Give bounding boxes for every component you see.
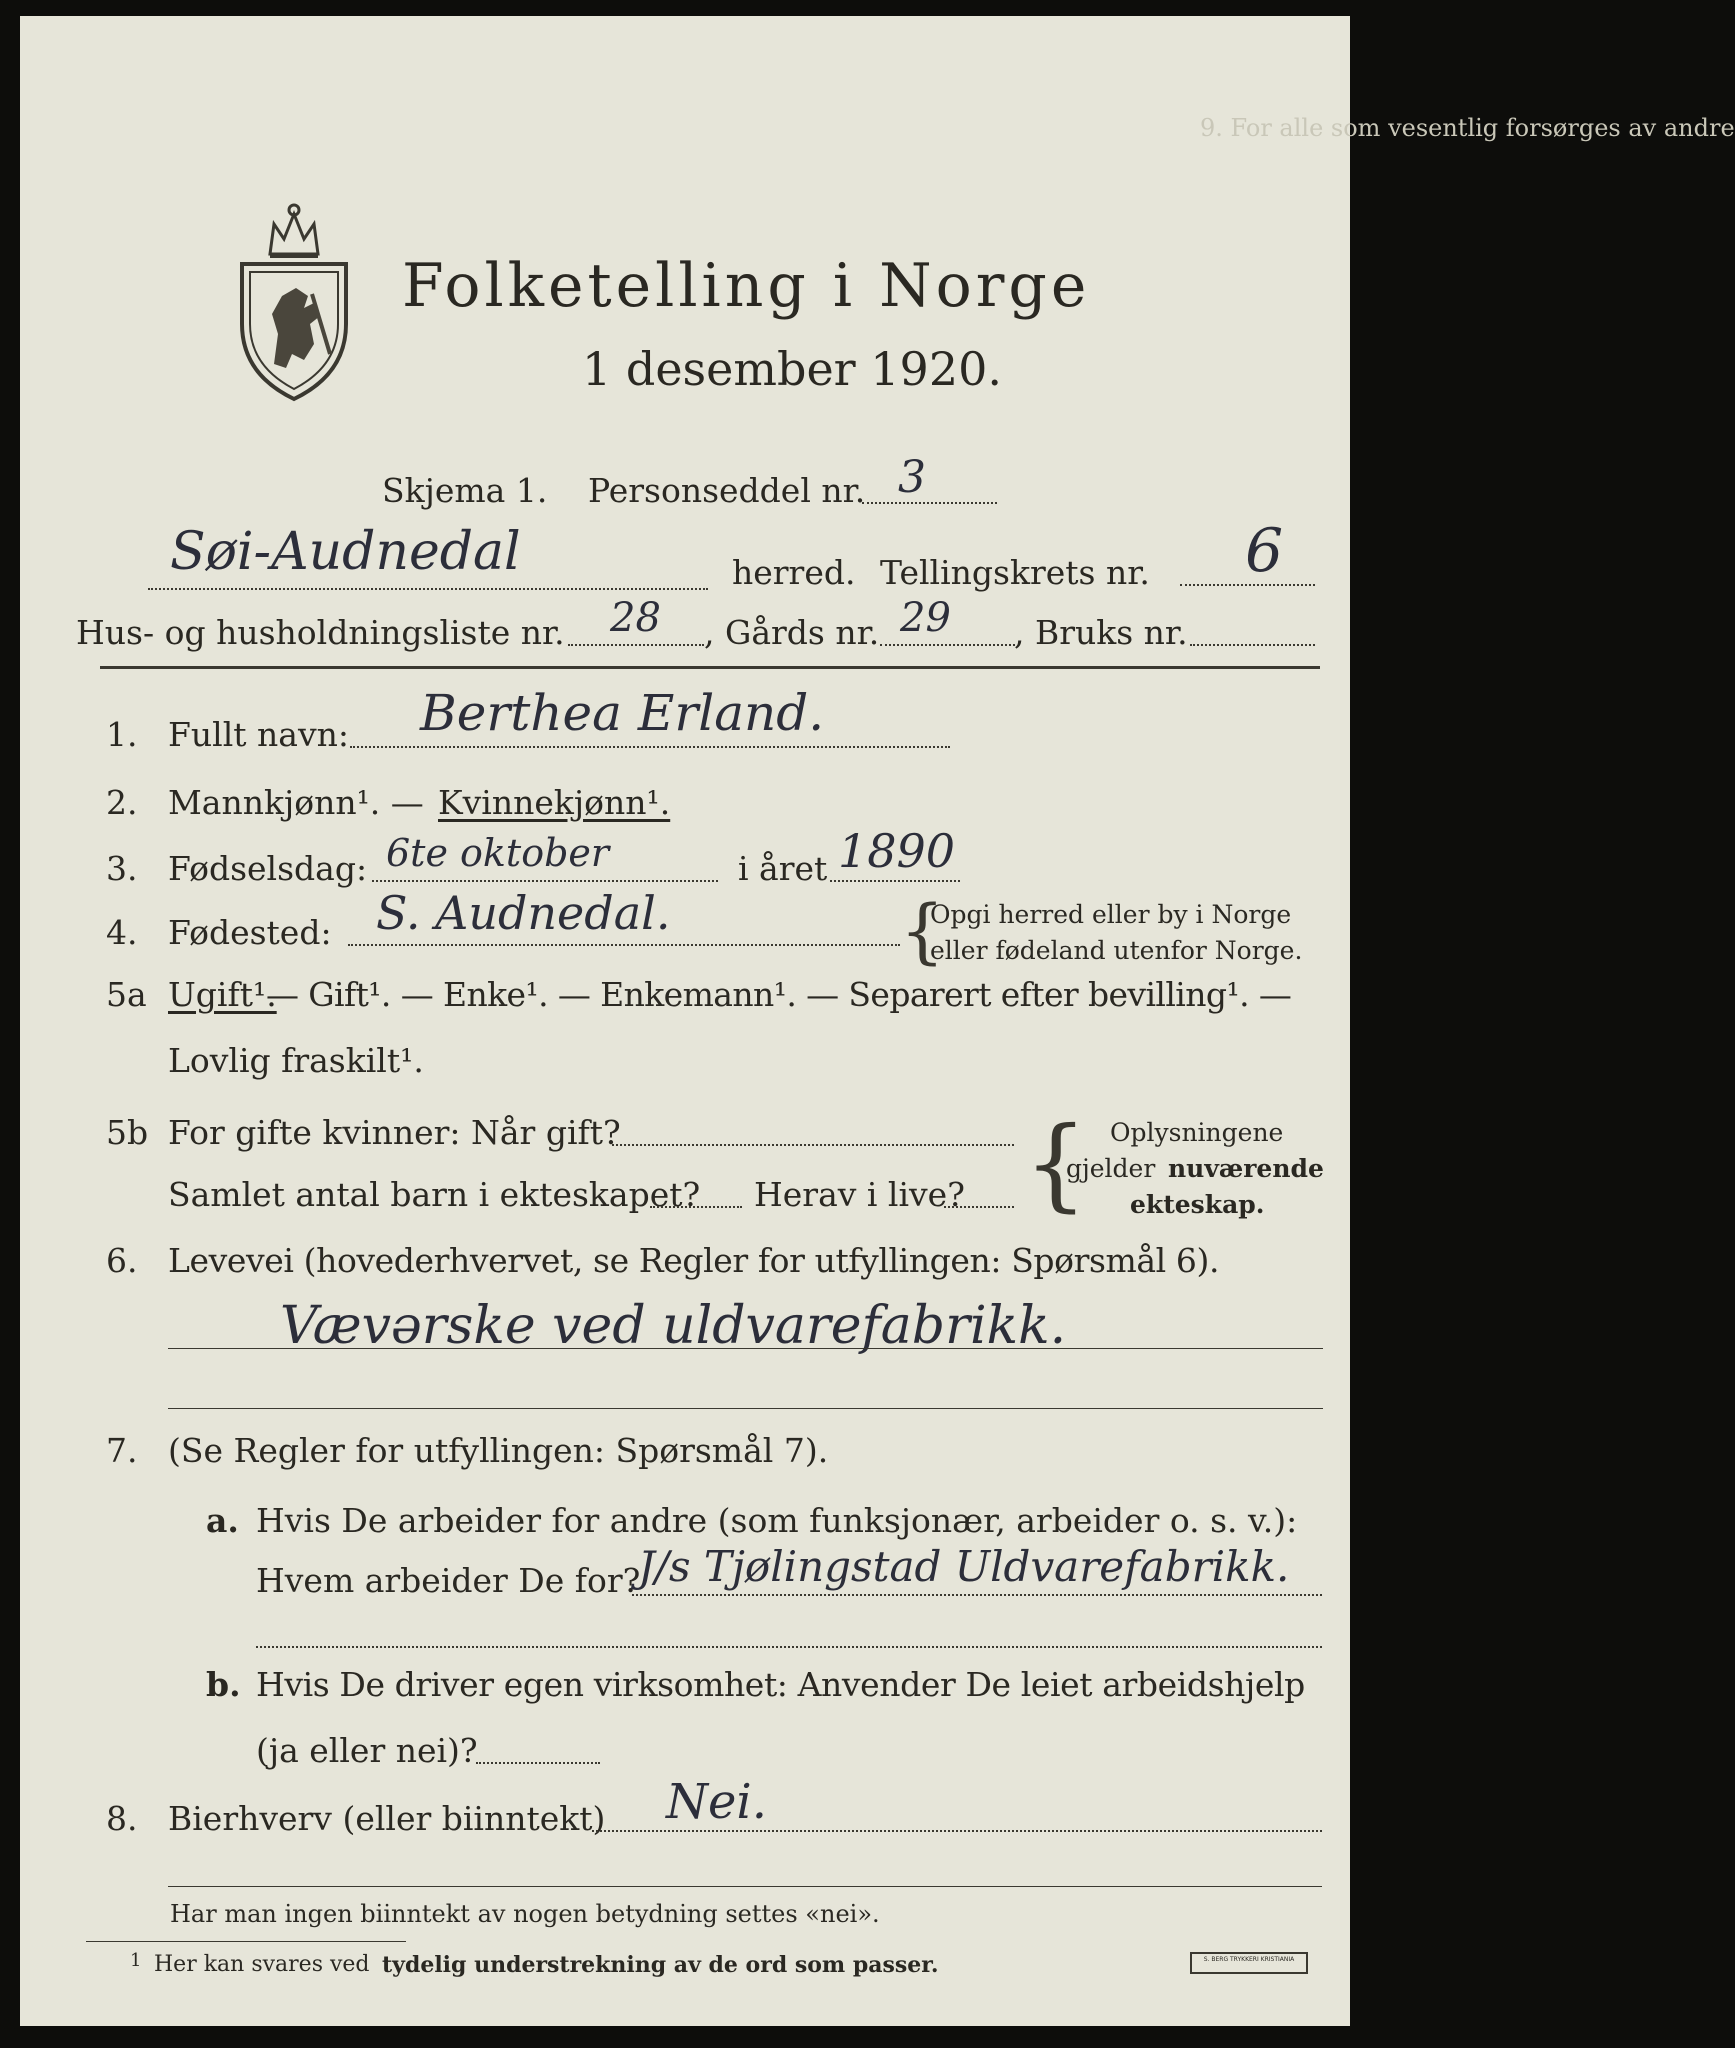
herred-label: herred.	[732, 553, 856, 592]
q3-year-line	[830, 880, 960, 882]
q6-value[interactable]: Vævərske ved uldvarefabrikk.	[280, 1296, 1067, 1356]
header-divider	[100, 666, 1320, 669]
q4-brace: {	[900, 890, 945, 972]
herred-value[interactable]: Søi-Audnedal	[170, 522, 521, 582]
q2-mann[interactable]: Mannkjønn¹. —	[168, 783, 424, 822]
q7a-line1: Hvis De arbeider for andre (som funksjonær, arbeider o. s. v.):	[256, 1501, 1298, 1540]
q7-label: (Se Regler for utfyllingen: Spørsmål 7).	[168, 1431, 829, 1470]
q6-line-2	[168, 1408, 1323, 1409]
form-title: Folketelling i Norge	[402, 251, 1091, 321]
q1-line	[350, 746, 950, 748]
gards-line	[880, 644, 1015, 646]
personseddel-value[interactable]: 3	[898, 452, 926, 503]
q7-number: 7.	[106, 1431, 138, 1470]
q5b-alive-label: Herav i live?	[754, 1175, 965, 1214]
q7b-line1: Hvis De driver egen virksomhet: Anvender De leiet arbeidshjelp	[256, 1665, 1305, 1704]
q7a-line-2	[256, 1646, 1322, 1648]
q5b-line1: For gifte kvinner: Når gift?	[168, 1113, 621, 1152]
gards-label: , Gårds nr.	[704, 613, 880, 652]
q8-label: Bierhverv (eller biinntekt)	[168, 1799, 606, 1838]
q7b-line	[476, 1762, 600, 1764]
q5b-children-label: Samlet antal barn i ekteskapet?	[168, 1175, 701, 1214]
q8-number: 8.	[106, 1799, 138, 1838]
q1-number: 1.	[106, 715, 138, 754]
gards-value[interactable]: 29	[900, 595, 951, 641]
q7a-line2: Hvem arbeider De for?	[256, 1561, 641, 1600]
q3-day-line	[372, 880, 718, 882]
personseddel-label: Personseddel nr.	[588, 471, 866, 510]
q4-label: Fødested:	[168, 913, 332, 952]
footnote-number: 1	[130, 1950, 142, 1971]
q5b-brace: {	[1024, 1105, 1088, 1222]
printer-stamp-text: S. BERG TRYKKERI KRISTIANIA	[1203, 1956, 1295, 1963]
skjema-label: Skjema 1.	[382, 471, 548, 510]
q2-number: 2.	[106, 783, 138, 822]
q5a-options[interactable]: — Gift¹. — Enke¹. — Enkemann¹. — Separert efter bevilling¹. —	[266, 975, 1292, 1014]
census-form-sheet	[20, 16, 1735, 2026]
footer-divider	[168, 1886, 1322, 1887]
bruks-line	[1190, 644, 1315, 646]
footnote-rule	[86, 1941, 406, 1942]
q7b-line2: (ja eller nei)?	[256, 1731, 478, 1770]
q5b-alive-line	[944, 1206, 1014, 1208]
q5b-gift-line	[612, 1144, 1014, 1146]
q3-year-value[interactable]: 1890	[838, 824, 956, 878]
q4-number: 4.	[106, 913, 138, 952]
q5a-ugift-underlined[interactable]: Ugift¹.	[168, 975, 277, 1014]
q1-label: Fullt navn:	[168, 715, 349, 754]
tellingskrets-label: Tellingskrets nr.	[880, 553, 1150, 592]
q3-day-value[interactable]: 6te oktober	[386, 831, 610, 875]
q5b-note-1: Oplysningene	[1110, 1118, 1284, 1147]
husliste-value[interactable]: 28	[610, 595, 661, 641]
q5b-number: 5b	[106, 1113, 149, 1152]
q6-line-1	[168, 1348, 1323, 1349]
q7a-value[interactable]: J/s Tjølingstad Uldvarefabrikk.	[638, 1542, 1290, 1591]
q3-year-label: i året	[738, 849, 828, 888]
q5b-note-3: ekteskap.	[1130, 1190, 1265, 1219]
q6-label: Levevei (hovederhvervet, se Regler for utfyllingen: Spørsmål 6).	[168, 1241, 1220, 1280]
footer-note: Har man ingen biinntekt av nogen betydning settes «nei».	[170, 1900, 880, 1928]
q5b-children-line	[650, 1206, 742, 1208]
q4-line	[348, 944, 900, 946]
q5a-number: 5a	[106, 975, 147, 1014]
show-through-text: 9. For alle som vesentlig forsørges av andre	[1200, 114, 1735, 142]
coat-of-arms-icon	[234, 184, 354, 404]
q4-note-1: Opgi herred eller by i Norge	[930, 900, 1292, 929]
q7a-line-1	[632, 1594, 1322, 1596]
q4-value[interactable]: S. Audnedal.	[376, 886, 671, 940]
personseddel-line	[862, 502, 997, 504]
printer-stamp	[1190, 1952, 1308, 1974]
tellingskrets-value[interactable]: 6	[1245, 516, 1284, 586]
footnote-text-b: tydelig understrekning av de ord som passer.	[382, 1952, 939, 1978]
q8-line	[592, 1830, 1322, 1832]
q7a-number: a.	[206, 1501, 239, 1540]
herred-line	[148, 588, 708, 590]
q4-note-2: eller fødeland utenfor Norge.	[930, 936, 1303, 965]
husliste-line	[568, 644, 704, 646]
q8-value[interactable]: Nei.	[666, 1774, 768, 1830]
bruks-label: , Bruks nr.	[1014, 613, 1188, 652]
q2-kvinne-underlined[interactable]: Kvinnekjønn¹.	[438, 783, 671, 822]
q7b-number: b.	[206, 1665, 241, 1704]
husliste-label: Hus- og husholdningsliste nr.	[76, 613, 565, 652]
census-date: 1 desember 1920.	[582, 342, 1002, 396]
q5b-note-2a: gjelder	[1066, 1154, 1156, 1183]
footnote-text-a: Her kan svares ved	[154, 1952, 370, 1977]
q6-number: 6.	[106, 1241, 138, 1280]
q3-label: Fødselsdag:	[168, 849, 368, 888]
q1-value[interactable]: Berthea Erland.	[420, 684, 825, 742]
q5b-note-2b: nuværende	[1168, 1154, 1324, 1183]
q3-number: 3.	[106, 849, 138, 888]
q5a-line2[interactable]: Lovlig fraskilt¹.	[168, 1041, 424, 1080]
